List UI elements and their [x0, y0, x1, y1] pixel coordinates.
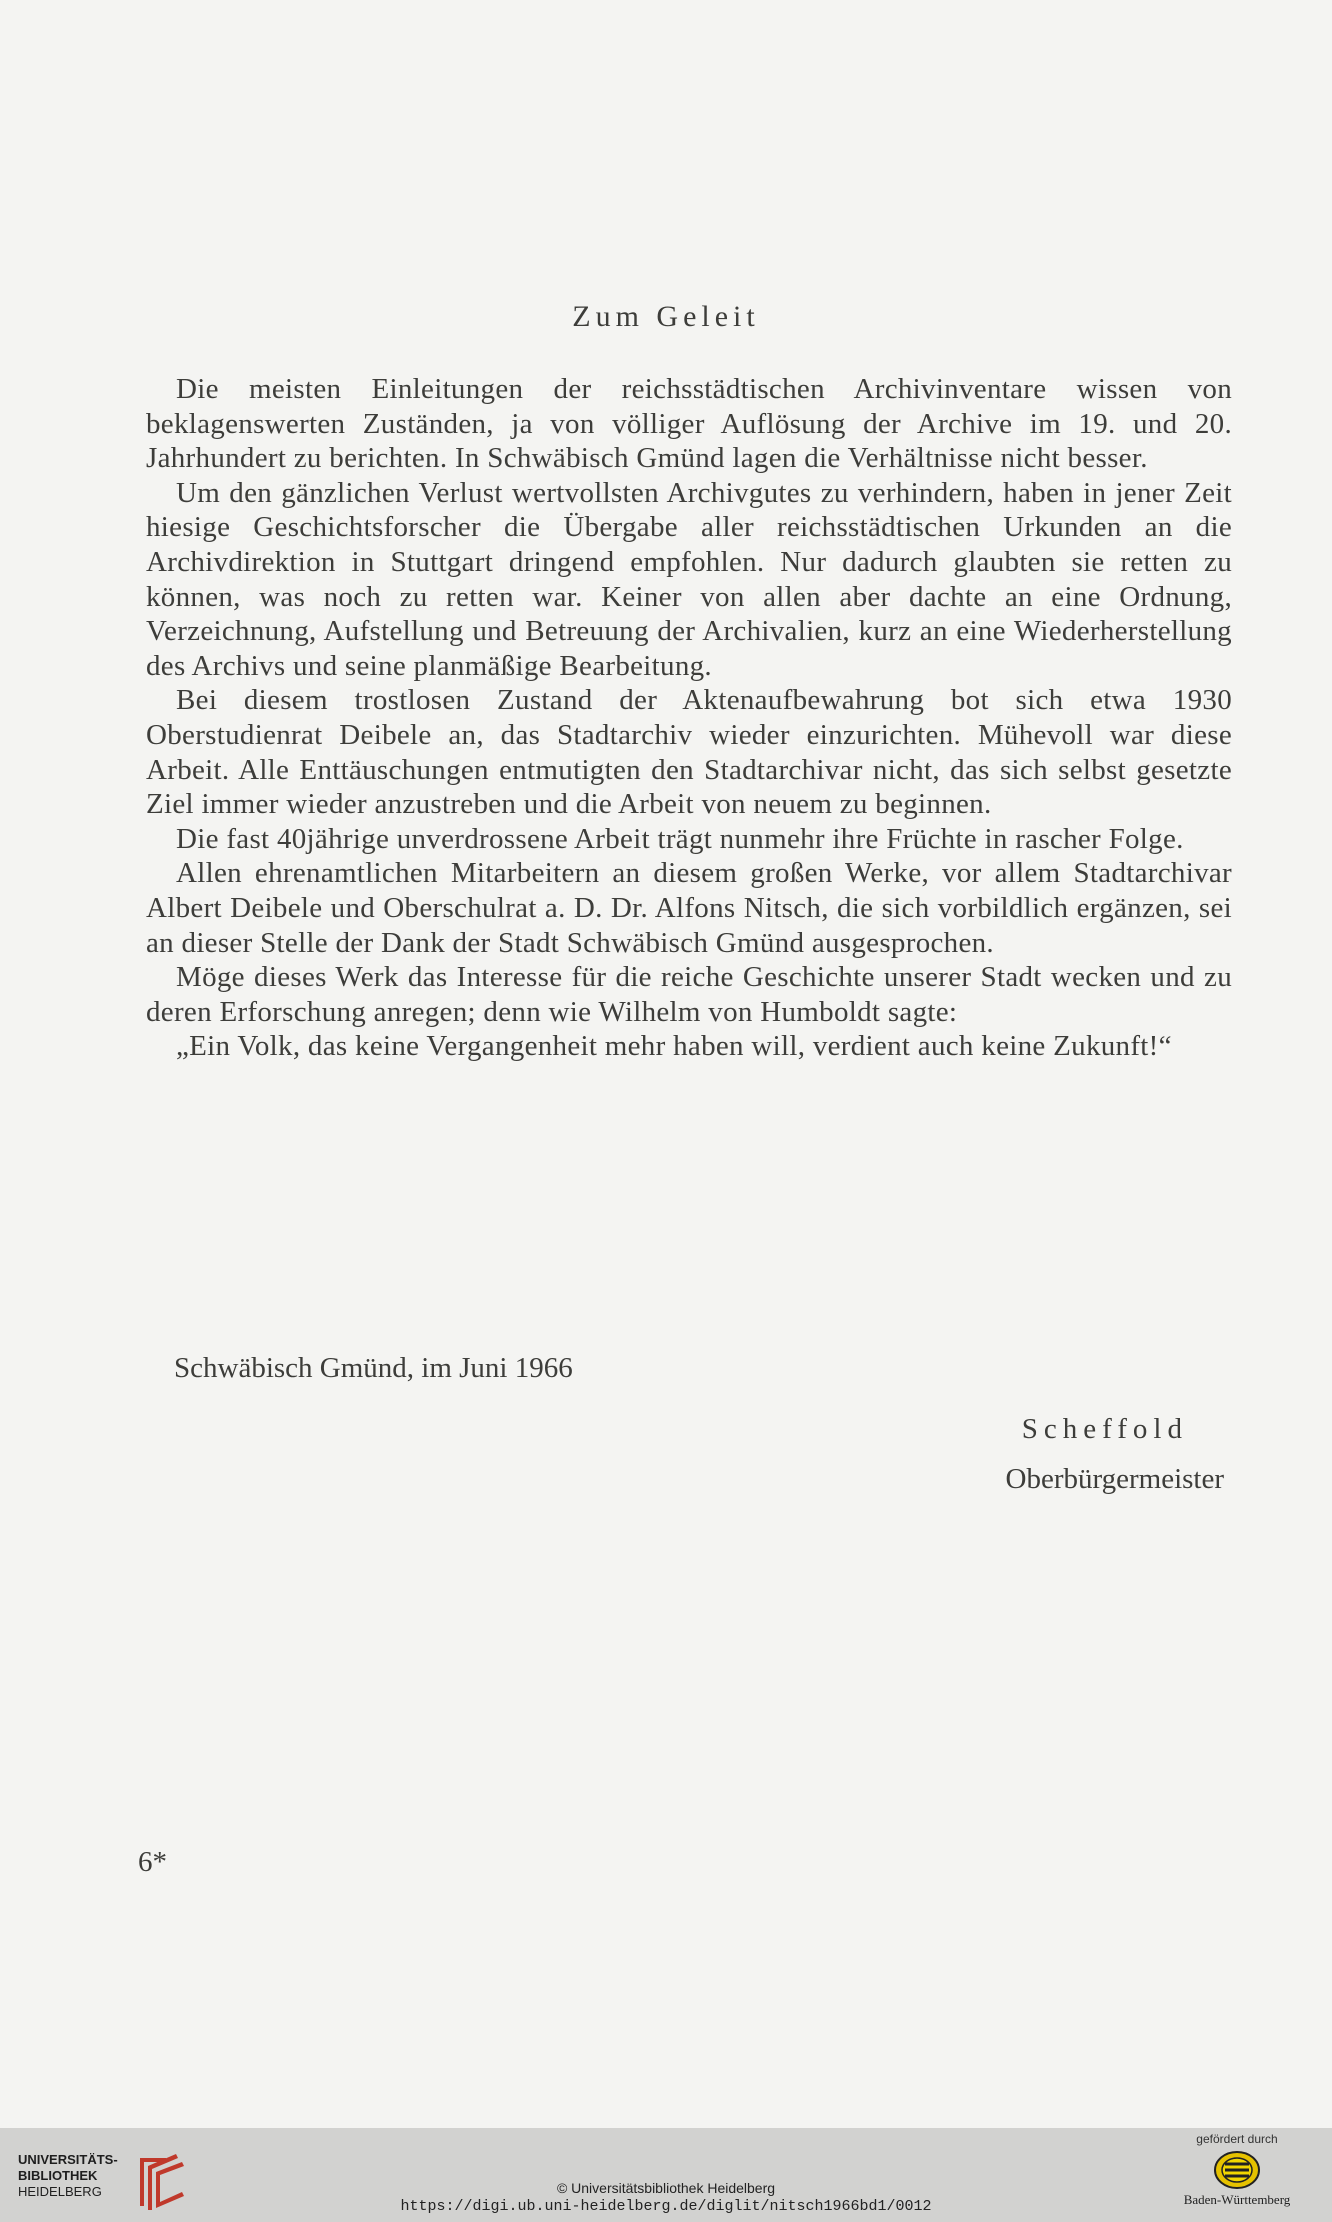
funder-block [1162, 2132, 1312, 2218]
signature-block [1006, 1404, 1225, 1504]
paragraph: Möge dieses Werk das Interesse für die reiche Geschichte unserer Stadt wecken und zu deren Erforschung anregen; denn wie Wilhelm von Humboldt sagte: [146, 961, 1232, 1028]
paragraph: Allen ehrenamtlichen Mitarbeitern an diesem großen Werke, vor allem Stadtarchivar Albert Deibele und Oberschulrat a. D. Dr. Alfons Nitsch, die sich vorbildlich ergänzen, sei an dieser Stelle der Dank der Stadt Schwäbisch Gmünd ausgesprochen. [146, 857, 1232, 959]
page-url[interactable]: https://digi.ub.uni-heidelberg.de/diglit/nitsch1966bd1/0012 [400, 2198, 932, 2215]
library-name-line1: UNIVERSITÄTS- [18, 2152, 118, 2167]
page-title: Zum Geleit [572, 300, 760, 333]
paragraph: Um den gänzlichen Verlust wertvollsten Archivgutes zu verhindern, haben in jener Zeit hiesige Geschichtsforscher die Übergabe aller reichsstädtischen Urkunden an die Archivdirektion in Stuttgart dringend empfohlen. Nur dadurch glaubten sie retten zu können, was noch zu retten war. Keiner von allen aber dachte an eine Ordnung, Verzeichnung, Aufstellung und Betreuung der Archivalien, kurz an eine Wiederherstellung des Archivs und seine planmäßige Bearbeitung. [146, 476, 1232, 682]
signature-title: Oberbürgermeister [1005, 1463, 1224, 1495]
paragraph: Bei diesem trostlosen Zustand der Aktenaufbewahrung bot sich etwa 1930 Oberstudienrat Deibele an, das Stadtarchiv wieder einzurichten. Mühevoll war diese Arbeit. Alle Enttäuschungen entmutigten den Stadtarchivar nicht, das sich selbst gesetzte Ziel immer wieder anzustreben und die Arbeit von neuem zu beginnen. [146, 684, 1232, 821]
page-number: 6* [138, 1846, 167, 1878]
place-date: Schwäbisch Gmünd, im Juni 1966 [174, 1352, 573, 1384]
signature-name: Scheffold [1021, 1413, 1188, 1445]
paragraph: Die fast 40jährige unverdrossene Arbeit trägt nunmehr ihre Früchte in rascher Folge. [176, 822, 1184, 855]
body-text [146, 372, 1232, 1064]
footer-bar [0, 2128, 1332, 2222]
library-name-line3: HEIDELBERG [18, 2184, 102, 2199]
library-name-line2: BIBLIOTHEK [18, 2168, 98, 2183]
coat-of-arms-icon [1211, 2150, 1263, 2190]
quote-paragraph: „Ein Volk, das keine Vergangenheit mehr haben will, verdient auch keine Zukunft!“ [176, 1030, 1172, 1063]
funder-label: gefördert durch [1196, 2132, 1278, 2146]
paragraph: Die meisten Einleitungen der reichsstädtischen Archivinventare wissen von beklagenswerten Zuständen, ja von völliger Auflösung der Archive im 19. und 20. Jahrhundert zu berichten. In Schwäbisch Gmünd lagen die Verhältnisse nicht besser. [146, 373, 1232, 475]
funder-name: Baden-Württemberg [1183, 2192, 1291, 2207]
copyright-notice: © Universitätsbibliothek Heidelberg [556, 2180, 776, 2196]
